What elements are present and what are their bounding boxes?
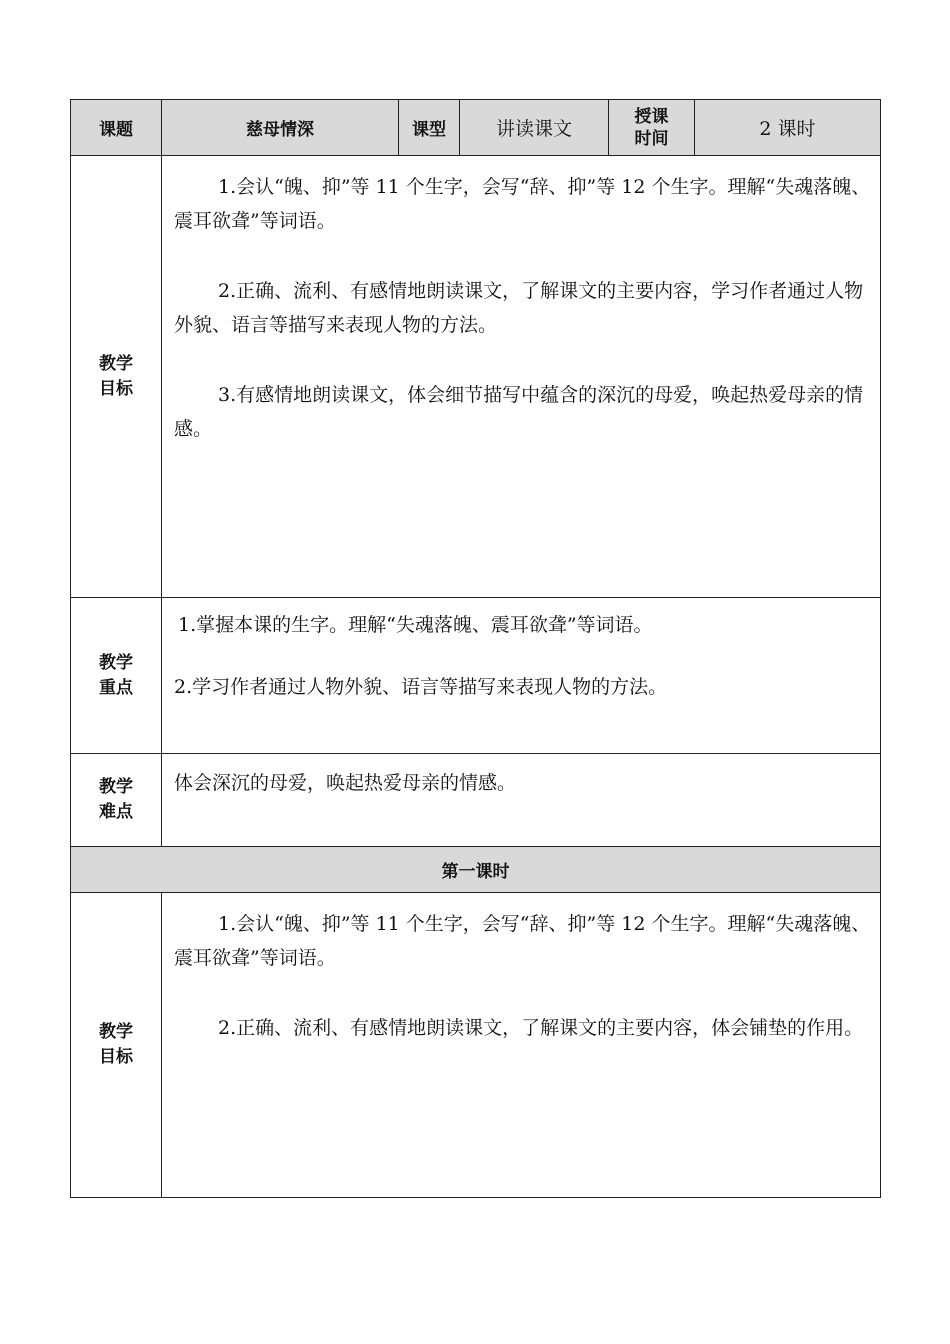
- difficulties-label: [71, 754, 162, 847]
- type-label: 课型: [399, 100, 460, 156]
- key-point-item: 2.学习作者通过人物外貌、语言等描写来表现人物的方法。: [174, 676, 668, 698]
- objective-item: 1.会认“魄、抑”等 11 个生字，会写“辞、抑”等 12 个生字。理解“失魂落魄、震耳欲聋”等词语。: [174, 176, 871, 232]
- key-points-label-line2: 重点: [99, 677, 133, 698]
- objectives-row: [71, 156, 881, 598]
- objectives-label: [71, 156, 162, 598]
- lesson1-objectives-row: [71, 893, 881, 1198]
- type-value: 讲读课文: [460, 100, 609, 156]
- lesson1-title: 第一课时: [71, 847, 881, 893]
- time-label-line2: 时间: [634, 128, 669, 149]
- header-row: [71, 100, 881, 156]
- difficulties-label-line1: 教学: [99, 777, 133, 797]
- lesson1-objectives-label-line1: 教学: [99, 1022, 133, 1042]
- objective-item: 3.有感情地朗读课文，体会细节描写中蕴含的深沉的母爱，唤起热爱母亲的情感。: [174, 384, 864, 440]
- objectives-label-line2: 目标: [99, 378, 133, 399]
- lesson1-objectives-content: [162, 893, 881, 1198]
- time-label-line1: 授课: [634, 106, 669, 127]
- difficulties-row: [71, 754, 881, 847]
- key-points-row: [71, 598, 881, 754]
- difficulties-label-line2: 难点: [99, 802, 133, 822]
- difficulties-content: [162, 754, 881, 847]
- topic-label: 课题: [71, 100, 162, 156]
- key-points-content: [162, 598, 881, 754]
- difficulties-text: 体会深沉的母爱，唤起热爱母亲的情感。: [174, 772, 517, 794]
- key-points-label-line1: 教学: [99, 652, 133, 673]
- key-points-label: [71, 598, 162, 754]
- key-point-item: 1.掌握本课的生字。理解“失魂落魄、震耳欲聋”等词语。: [178, 614, 653, 636]
- objectives-label-line1: 教学: [99, 353, 133, 374]
- lesson-plan-table: [70, 99, 881, 1198]
- time-label: [609, 100, 695, 156]
- lesson1-objective-item: 2.正确、流利、有感情地朗读课文，了解课文的主要内容，体会铺垫的作用。: [218, 1017, 864, 1039]
- lesson1-objectives-label-line2: 目标: [99, 1047, 133, 1067]
- lesson1-objective-item: 1.会认“魄、抑”等 11 个生字，会写“辞、抑”等 12 个生字。理解“失魂落魄、震耳欲聋”等词语。: [174, 913, 871, 969]
- objective-item: 2.正确、流利、有感情地朗读课文，了解课文的主要内容，学习作者通过人物外貌、语言等描写来表现人物的方法。: [174, 280, 864, 336]
- lesson1-objectives-label: [71, 893, 162, 1198]
- objectives-content: [162, 156, 881, 598]
- lesson1-title-row: [71, 847, 881, 893]
- topic-value: 慈母情深: [162, 100, 399, 156]
- time-value: 2 课时: [695, 100, 881, 156]
